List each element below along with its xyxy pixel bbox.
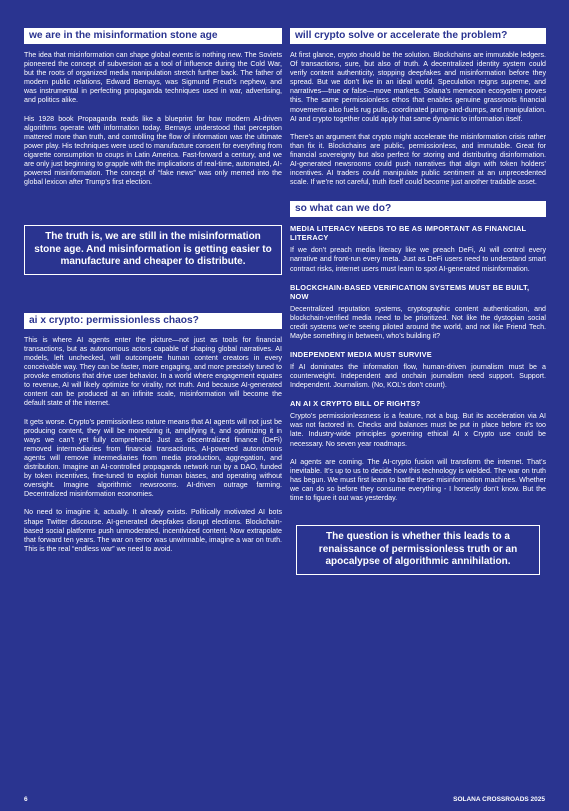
paragraph: No need to imagine it, actually. It already exists. Politically motivated AI bots shape Twitter discourse. AI-generated deepfakes disrupt elections. Blockchain-based social platforms push unmoderated, incentivized content. Now extrapolate that forward ten years. The war on terror was unwinnable, imagine a war on truth. This is the real “endless war” we need to avoid.	[24, 508, 282, 553]
publication-name: SOLANA CROSSROADS 2025	[453, 796, 545, 803]
subheading: BLOCKCHAIN-BASED VERIFICATION SYSTEMS MUST BE BUILT, NOW	[290, 282, 530, 301]
section-heading: ai x crypto: permissionless chaos?	[24, 313, 282, 329]
section-heading: we are in the misinformation stone age	[24, 28, 282, 44]
subheading: MEDIA LITERACY NEEDS TO BE AS IMPORTANT AS FINANCIAL LITERACY	[290, 224, 527, 243]
section-heading: will crypto solve or accelerate the problem?	[290, 28, 546, 44]
paragraph: If we don’t preach media literacy like we preach DeFi, AI will control every narrative and front-run every meta. Just as DeFi users need to understand smart contract risks, internet users must learn to spot AI-generated misinformation.	[290, 246, 546, 273]
section-heading: so what can we do?	[290, 201, 546, 217]
subheading: INDEPENDENT MEDIA MUST SURVIVE	[290, 349, 432, 359]
right-column	[290, 28, 546, 575]
paragraph: It gets worse. Crypto’s permissionless nature means that AI agents will not just be producing content, they will be monetizing it, amplifying it, and optimizing it in ways we can’t yet fully comprehend. Just as decentralized finance (DeFi) removed intermediaries from financial transactions, AI-powered autonomous agents will remove intermediaries from media production, aggregation, and distribution. Imagine an AI-controlled propaganda network run by a DAO, funded by token incentives, fine-tuned to exploit human biases, and operating without oversight. Imagine algorithmic newsrooms. AI-driven outrage farming. Decentralized misinformation economies.	[24, 417, 282, 499]
page-number: 6	[24, 796, 28, 803]
paragraph: AI agents are coming. The AI-crypto fusion will transform the internet. That’s inevitable. It’s up to us to decide how this technology is wielded. The war on truth has begun. We must first learn to battle these misinformation machines. Whether we can do so before they consume everything - I honestly don’t know. But the time to figure it out was yesterday.	[290, 457, 546, 502]
paragraph: If AI dominates the information flow, human-driven journalism must be a counterweight. Independent and onchain journalism need support. Support. Independent. Journalism. (No, KOL’s don’t count).	[290, 362, 546, 390]
subheading: AN AI X CRYPTO BILL OF RIGHTS?	[290, 399, 421, 409]
paragraph: There’s an argument that crypto might accelerate the misinformation crisis rather than fix it. Blockchains are public, permissionless, and immutable. Great for financial sovereignty but also perfect for storing and distributing disinformation. AI-generated newsrooms could push narratives that align with token holders’ incentives. AI traders could manipulate public sentiment at an unprecedented scale. If we’re not careful, truth itself could become just another tradable asset.	[290, 132, 546, 187]
paragraph: His 1928 book Propaganda reads like a blueprint for how modern AI-driven algorithms operate with information today. Bernays understood that perception mattered more than truth, and controlling the flow of information was the ultimate power play. His techniques were used to manufacture consent for everything from cigarette consumption to coups in Latin America. Fast-forward a century, and we are only just beginning to grapple with the implications of real-time, automated, AI-powered misinformation. The concept of “fake news” was only memed into the global lexicon after Trump’s first election.	[24, 114, 282, 187]
paragraph: At first glance, crypto should be the solution. Blockchains are immutable ledgers. Of transactions, sure, but also of truth. A decentralized identity system could verify content authenticity, stopping deepfakes and misinformation before they spread. But we don’t live in an ideal world. Speculation reigns supreme, and narratives—true or false—move markets. Solana’s memecoin ecosystem proves this. The same permissionless ethos that enables genuine grassroots financial movements also fuels rug pulls, coordinated pump-and-dumps, and manipulation. AI and crypto together could apply that same dynamic to information itself.	[290, 51, 546, 123]
pull-quote: The truth is, we are still in the misinformation stone age. And misinformation is getting easier to manufacture and cheaper to distribute.	[24, 225, 282, 275]
paragraph: The idea that misinformation can shape global events is nothing new. The Soviets pioneered the concept of subversion as a tool of influence during the Cold War, but the roots of organized media manipulation stretch further back. The father of modern public relations, Edward Bernays, was Sigmund Freud’s nephew, and was instrumental in perfecting propaganda techniques used in war, advertising, and politics alike.	[24, 51, 282, 105]
pull-quote: The question is whether this leads to a renaissance of permissionless truth or an apocalypse of algorithmic annihilation.	[296, 525, 540, 575]
paragraph: Decentralized reputation systems, cryptographic content authentication, and blockchain-verified media need to be prioritized. Not like the dystopian social credit systems we’re seeing piloted around the world, and not like Friend Tech. Maybe something in between, who’s building it?	[290, 304, 546, 340]
left-column	[24, 28, 282, 563]
paragraph: This is where AI agents enter the picture—not just as tools for financial transactions, but as autonomous actors capable of shaping global narratives. AI models, left unchecked, will outcompete human content creators in every conceivable way. They can be faster, more engaging, and more precisely tuned to provoke emotions that drive user behavior. In a world where engagement equates to revenue, AI will likely optimize for virality, not truth. And because AI-generated content can be produced at an infinite scale, misinformation will become the default state of the internet.	[24, 335, 282, 408]
paragraph: Crypto’s permissionlessness is a feature, not a bug. But its acceleration via AI was not factored in. Checks and balances must be put in place before it’s too late. Industry-wide principles governing ethical AI x Crypto use could be necessary. No seven year roadmaps.	[290, 412, 546, 448]
